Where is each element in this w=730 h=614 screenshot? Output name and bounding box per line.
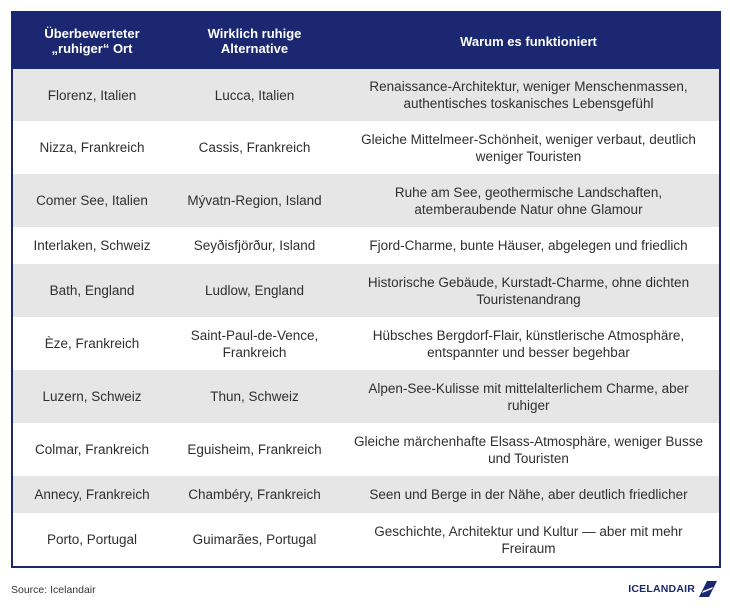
wing-icon [698,580,718,598]
cell-overrated-place: Interlaken, Schweiz [13,227,171,264]
cell-reason: Seen und Berge in der Nähe, aber deutlich friedlicher [338,476,719,513]
cell-quiet-alternative: Eguisheim, Frankreich [171,423,338,476]
cell-overrated-place: Colmar, Frankreich [13,423,171,476]
cell-quiet-alternative: Seyðisfjörður, Island [171,227,338,264]
table-row [13,370,719,423]
cell-reason: Alpen-See-Kulisse mit mittelalterlichem Charme, aber ruhiger [338,370,719,423]
cell-quiet-alternative: Cassis, Frankreich [171,121,338,174]
cell-quiet-alternative: Thun, Schweiz [171,370,338,423]
cell-quiet-alternative: Lucca, Italien [171,69,338,121]
cell-reason: Gleiche Mittelmeer-Schönheit, weniger verbaut, deutlich weniger Touristen [338,121,719,174]
source-note: Source: Icelandair [11,584,96,596]
cell-overrated-place: Comer See, Italien [13,174,171,227]
table-body [13,69,719,566]
cell-quiet-alternative: Ludlow, England [171,264,338,317]
table-row [13,476,719,513]
header-quiet-alternative: Wirklich ruhige Alternative [171,13,338,69]
cell-overrated-place: Luzern, Schweiz [13,370,171,423]
comparison-table-frame [11,11,721,568]
cell-reason: Hübsches Bergdorf-Flair, künstlerische Atmosphäre, entspannter und besser begehbar [338,317,719,370]
table-row [13,69,719,121]
brand-wordmark: ICELANDAIR [628,583,695,595]
cell-overrated-place: Florenz, Italien [13,69,171,121]
cell-quiet-alternative: Guimarães, Portugal [171,513,338,566]
icelandair-logo [628,580,718,598]
table-row [13,264,719,317]
cell-reason: Historische Gebäude, Kurstadt-Charme, ohne dichten Touristenandrang [338,264,719,317]
cell-quiet-alternative: Mývatn-Region, Island [171,174,338,227]
table-row [13,121,719,174]
table-row [13,513,719,566]
cell-quiet-alternative: Saint-Paul-de-Vence, Frankreich [171,317,338,370]
cell-reason: Renaissance-Architektur, weniger Menschenmassen, authentisches toskanisches Lebensgefühl [338,69,719,121]
cell-overrated-place: Porto, Portugal [13,513,171,566]
table-row [13,227,719,264]
cell-quiet-alternative: Chambéry, Frankreich [171,476,338,513]
cell-reason: Geschichte, Architektur und Kultur — aber mit mehr Freiraum [338,513,719,566]
cell-reason: Ruhe am See, geothermische Landschaften, atemberaubende Natur ohne Glamour [338,174,719,227]
table-header-row [13,13,719,69]
table-row [13,174,719,227]
cell-reason: Fjord-Charme, bunte Häuser, abgelegen und friedlich [338,227,719,264]
comparison-table [13,13,719,566]
header-overrated-place: Überbewerteter „ruhiger“ Ort [13,13,171,69]
table-row [13,317,719,370]
cell-overrated-place: Nizza, Frankreich [13,121,171,174]
cell-overrated-place: Èze, Frankreich [13,317,171,370]
table-row [13,423,719,476]
header-why-it-works: Warum es funktioniert [338,13,719,69]
cell-overrated-place: Annecy, Frankreich [13,476,171,513]
cell-reason: Gleiche märchenhafte Elsass-Atmosphäre, weniger Busse und Touristen [338,423,719,476]
cell-overrated-place: Bath, England [13,264,171,317]
